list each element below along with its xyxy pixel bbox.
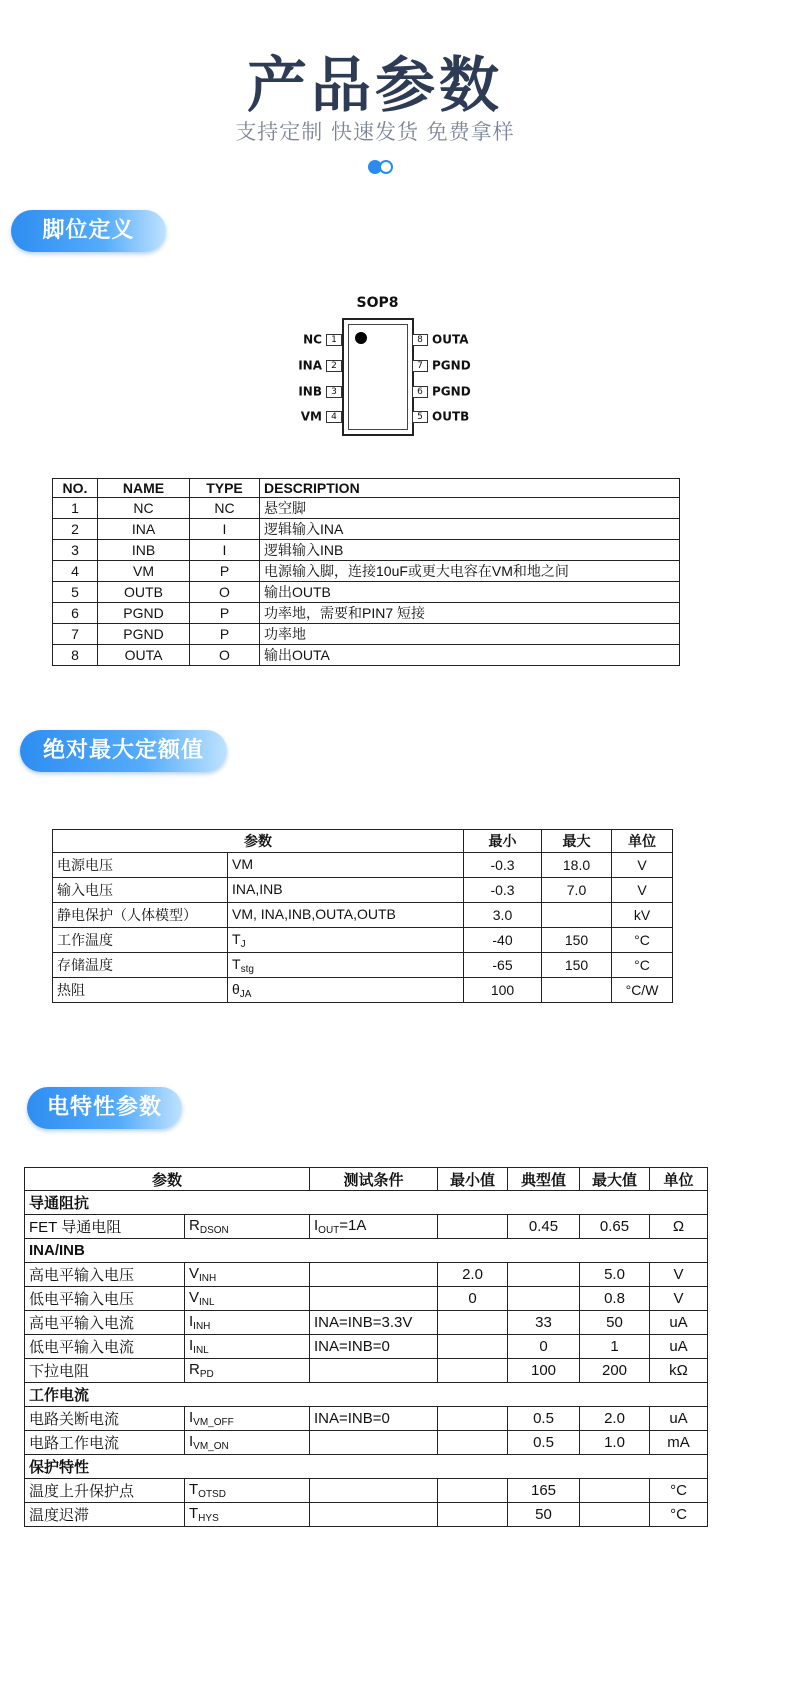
table-header: 最大 (542, 830, 612, 853)
table-cell (542, 978, 612, 1003)
table-cell (438, 1407, 508, 1431)
table-cell: $I_{VM\_OFF}$ (185, 1407, 310, 1431)
table-cell (508, 1287, 580, 1311)
table-cell: 0 (438, 1287, 508, 1311)
table-row (25, 1311, 708, 1335)
table-header: 测试条件 (310, 1168, 438, 1191)
section-title-electrical: 电特性参数 (27, 1087, 182, 1129)
page-title: 产品参数 (247, 51, 503, 121)
table-cell: 1 (53, 498, 98, 519)
table-section-row (25, 1383, 708, 1407)
table-header: TYPE (190, 479, 260, 498)
table-cell: 1 (580, 1335, 650, 1359)
table-cell: 温度上升保护点 (25, 1479, 185, 1503)
table-cell: $I_{VM\_ON}$ (185, 1431, 310, 1455)
table-cell: 输出OUTA (260, 645, 680, 666)
table-cell: $T_{OTSD}$ (185, 1479, 310, 1503)
table-cell: 电路工作电流 (25, 1431, 185, 1455)
table-cell: 热阻 (53, 978, 228, 1003)
table-cell: uA (650, 1335, 708, 1359)
table-section-row (25, 1455, 708, 1479)
table-cell: kΩ (650, 1359, 708, 1383)
table-row (53, 928, 673, 953)
section-title-absolute-max: 绝对最大定额值 (20, 730, 227, 772)
table-cell: $R_{DSON}$ (185, 1215, 310, 1239)
table-cell: 50 (580, 1311, 650, 1335)
table-cell (310, 1479, 438, 1503)
table-cell: -0.3 (464, 853, 542, 878)
table-header: 最小值 (438, 1168, 508, 1191)
table-cell: 3.0 (464, 903, 542, 928)
table-cell: 电源电压 (53, 853, 228, 878)
table-row (53, 903, 673, 928)
table-cell (580, 1503, 650, 1527)
table-cell: 4 (53, 561, 98, 582)
table-cell: $V_{INH}$ (185, 1263, 310, 1287)
table-row (25, 1215, 708, 1239)
table-cell (310, 1503, 438, 1527)
table-cell: NC (98, 498, 190, 519)
table-cell (542, 903, 612, 928)
table-cell: -65 (464, 953, 542, 978)
chip-package-label: SOP8 (356, 295, 399, 311)
table-cell: 18.0 (542, 853, 612, 878)
table-row (53, 603, 680, 624)
table-header-row (53, 479, 680, 498)
chip-pin-left: VM 4 (290, 410, 342, 422)
table-section-row (25, 1191, 708, 1215)
table-cell: °C (612, 953, 673, 978)
table-cell (438, 1503, 508, 1527)
table-cell: 200 (580, 1359, 650, 1383)
table-cell: 工作温度 (53, 928, 228, 953)
table-cell: PGND (98, 624, 190, 645)
table-header: 最小 (464, 830, 542, 853)
table-header: NAME (98, 479, 190, 498)
table-row (25, 1359, 708, 1383)
table-header: NO. (53, 479, 98, 498)
table-cell: 逻辑输入INB (260, 540, 680, 561)
table-cell: 导通阻抗 (25, 1191, 708, 1215)
table-cell: $\theta_{JA}$ (228, 978, 464, 1003)
table-row (25, 1479, 708, 1503)
table-cell: 输出OUTB (260, 582, 680, 603)
table-cell: 1.0 (580, 1431, 650, 1455)
table-cell: INA=INB=3.3V (310, 1311, 438, 1335)
table-cell: INA=INB=0 (310, 1407, 438, 1431)
page-subtitle: 支持定制 快速发货 免费拿样 (235, 120, 515, 144)
table-cell (310, 1431, 438, 1455)
pin1-marker-icon (355, 332, 367, 344)
table-cell: 高电平输入电压 (25, 1263, 185, 1287)
table-row (53, 878, 673, 903)
table-row (53, 498, 680, 519)
table-cell: P (190, 561, 260, 582)
absolute-max-table (52, 829, 673, 1003)
table-header: DESCRIPTION (260, 479, 680, 498)
table-row (25, 1431, 708, 1455)
table-row (53, 582, 680, 603)
table-row (25, 1503, 708, 1527)
chip-pin-left: INA 2 (290, 359, 342, 371)
table-cell: INA (98, 519, 190, 540)
table-cell: INB (98, 540, 190, 561)
table-cell: I (190, 540, 260, 561)
table-cell: $T_{stg}$ (228, 953, 464, 978)
pin-definition-table (52, 478, 680, 666)
dot-ring-icon (379, 160, 393, 174)
table-cell: 低电平输入电压 (25, 1287, 185, 1311)
table-cell: 150 (542, 928, 612, 953)
table-cell: O (190, 645, 260, 666)
table-cell: P (190, 603, 260, 624)
table-cell: 温度迟滞 (25, 1503, 185, 1527)
table-row (53, 953, 673, 978)
table-cell: uA (650, 1311, 708, 1335)
table-cell: 输入电压 (53, 878, 228, 903)
chip-pin-right: 6 PGND (412, 385, 492, 397)
table-cell: 6 (53, 603, 98, 624)
table-cell: 7.0 (542, 878, 612, 903)
table-cell: 100 (464, 978, 542, 1003)
table-cell: P (190, 624, 260, 645)
table-cell: 0.8 (580, 1287, 650, 1311)
table-cell: VM (98, 561, 190, 582)
table-row (53, 519, 680, 540)
table-header: 单位 (650, 1168, 708, 1191)
table-cell: 静电保护（人体模型） (53, 903, 228, 928)
table-cell: 存储温度 (53, 953, 228, 978)
table-cell: INA,INB (228, 878, 464, 903)
table-cell: -40 (464, 928, 542, 953)
table-cell (310, 1263, 438, 1287)
table-cell: °C (612, 928, 673, 953)
table-cell (438, 1431, 508, 1455)
table-cell: 2 (53, 519, 98, 540)
table-cell: mA (650, 1431, 708, 1455)
section-title-pin-definition: 脚位定义 (11, 210, 166, 252)
table-cell: VM, INA,INB,OUTA,OUTB (228, 903, 464, 928)
table-row (25, 1263, 708, 1287)
table-cell: kV (612, 903, 673, 928)
table-cell (580, 1479, 650, 1503)
table-cell (438, 1311, 508, 1335)
table-cell: V (650, 1263, 708, 1287)
table-cell: I (190, 519, 260, 540)
table-cell: INA/INB (25, 1239, 708, 1263)
table-cell: 2.0 (580, 1407, 650, 1431)
table-cell: Ω (650, 1215, 708, 1239)
table-cell (508, 1263, 580, 1287)
table-cell: 下拉电阻 (25, 1359, 185, 1383)
table-cell: 3 (53, 540, 98, 561)
table-cell (310, 1359, 438, 1383)
table-cell: O (190, 582, 260, 603)
table-cell: $T_{HYS}$ (185, 1503, 310, 1527)
table-cell: 0 (508, 1335, 580, 1359)
table-cell: 8 (53, 645, 98, 666)
table-cell: 7 (53, 624, 98, 645)
table-header: 参数 (25, 1168, 310, 1191)
table-cell: FET 导通电阻 (25, 1215, 185, 1239)
table-cell: 150 (542, 953, 612, 978)
table-row (53, 540, 680, 561)
table-cell: OUTB (98, 582, 190, 603)
table-cell: V (612, 878, 673, 903)
table-cell: $T_J$ (228, 928, 464, 953)
table-row (25, 1335, 708, 1359)
table-cell: $I_{INH}$ (185, 1311, 310, 1335)
table-cell: 逻辑输入INA (260, 519, 680, 540)
table-header-row (53, 830, 673, 853)
chip-body (342, 318, 414, 436)
table-cell: V (650, 1287, 708, 1311)
table-cell: 0.45 (508, 1215, 580, 1239)
table-cell: °C (650, 1503, 708, 1527)
table-cell: 功率地，需要和PIN7 短接 (260, 603, 680, 624)
table-cell: 50 (508, 1503, 580, 1527)
table-cell: V (612, 853, 673, 878)
chip-pin-right: 7 PGND (412, 359, 492, 371)
table-cell: °C/W (612, 978, 673, 1003)
table-cell: 5 (53, 582, 98, 603)
table-cell: 悬空脚 (260, 498, 680, 519)
table-cell: VM (228, 853, 464, 878)
table-header: 最大值 (580, 1168, 650, 1191)
table-cell: NC (190, 498, 260, 519)
table-cell (310, 1287, 438, 1311)
table-header: 参数 (53, 830, 464, 853)
table-row (53, 978, 673, 1003)
table-section-row (25, 1239, 708, 1263)
table-cell: OUTA (98, 645, 190, 666)
table-row (25, 1287, 708, 1311)
table-cell: 100 (508, 1359, 580, 1383)
electrical-table (24, 1167, 708, 1527)
table-cell: 2.0 (438, 1263, 508, 1287)
table-cell: °C (650, 1479, 708, 1503)
table-cell: 0.5 (508, 1407, 580, 1431)
table-cell: 低电平输入电流 (25, 1335, 185, 1359)
table-cell: 电源输入脚，连接10uF或更大电容在VM和地之间 (260, 561, 680, 582)
table-cell: 165 (508, 1479, 580, 1503)
table-cell: 0.65 (580, 1215, 650, 1239)
table-cell: $I_{INL}$ (185, 1335, 310, 1359)
table-cell: 5.0 (580, 1263, 650, 1287)
table-cell: 高电平输入电流 (25, 1311, 185, 1335)
table-row (53, 624, 680, 645)
table-cell: 功率地 (260, 624, 680, 645)
table-header-row (25, 1168, 708, 1191)
table-cell: $V_{INL}$ (185, 1287, 310, 1311)
table-row (53, 561, 680, 582)
chip-pin-left: INB 3 (290, 385, 342, 397)
chip-pin-right: 5 OUTB (412, 410, 492, 422)
decorative-dots (368, 158, 396, 176)
table-cell (438, 1335, 508, 1359)
table-cell: 工作电流 (25, 1383, 708, 1407)
table-cell (438, 1215, 508, 1239)
table-cell: 0.5 (508, 1431, 580, 1455)
table-cell (438, 1359, 508, 1383)
chip-diagram (290, 290, 490, 450)
table-cell: $I_{OUT}=1A$ (310, 1215, 438, 1239)
table-cell: 电路关断电流 (25, 1407, 185, 1431)
table-cell (438, 1479, 508, 1503)
table-row (25, 1407, 708, 1431)
chip-pin-right: 8 OUTA (412, 333, 492, 345)
table-cell: $R_{PD}$ (185, 1359, 310, 1383)
chip-pin-left: NC 1 (290, 333, 342, 345)
table-cell: 保护特性 (25, 1455, 708, 1479)
table-row (53, 645, 680, 666)
table-cell: -0.3 (464, 878, 542, 903)
table-row (53, 853, 673, 878)
table-cell: 33 (508, 1311, 580, 1335)
table-header: 典型值 (508, 1168, 580, 1191)
table-header: 单位 (612, 830, 673, 853)
table-cell: PGND (98, 603, 190, 624)
table-cell: INA=INB=0 (310, 1335, 438, 1359)
table-cell: uA (650, 1407, 708, 1431)
